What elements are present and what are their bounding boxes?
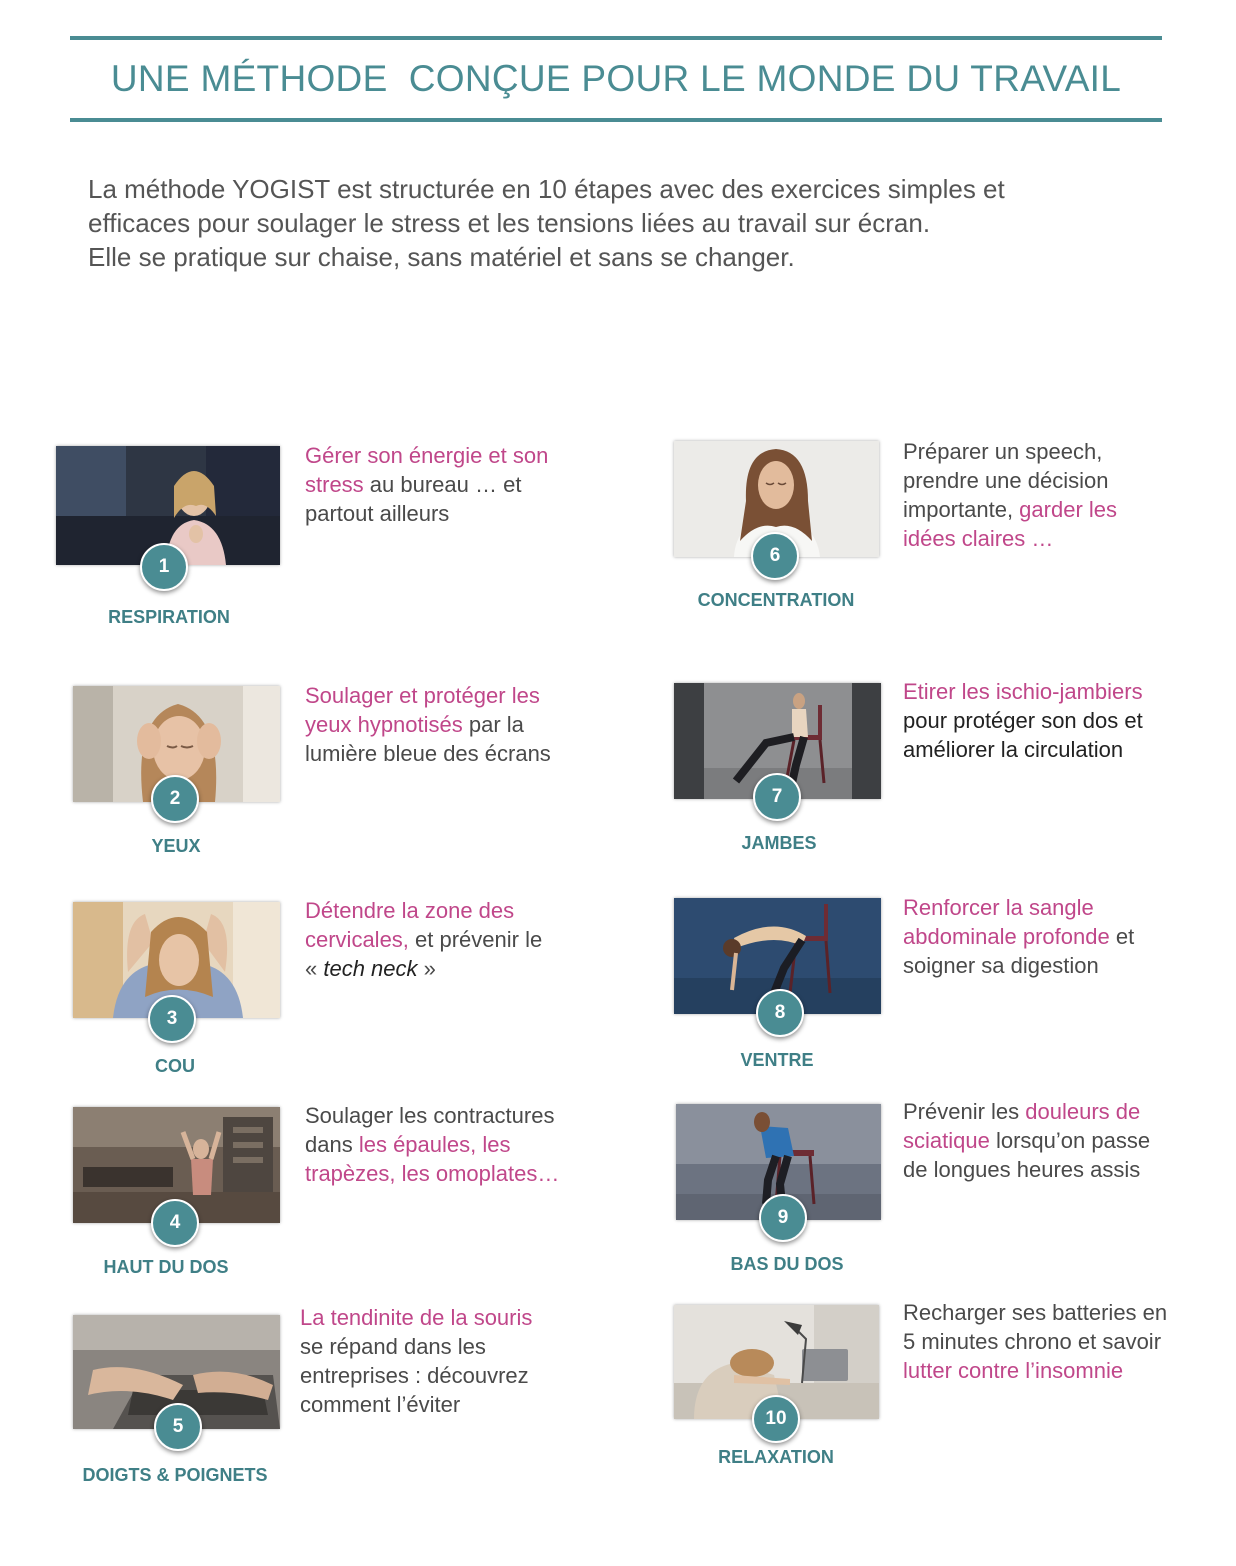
body-text: prendre une décision: [903, 468, 1109, 493]
body-text: entreprises : découvrez: [300, 1363, 529, 1388]
step-number-badge: 6: [751, 532, 799, 580]
highlight-text: les épaules, les: [358, 1132, 511, 1157]
body-text: lumière bleue des écrans: [305, 741, 551, 766]
italic-text: tech neck: [323, 956, 418, 981]
step-label: JAMBES: [741, 833, 817, 853]
highlight-text: stress: [305, 472, 364, 497]
body-text: lorsqu’on passe: [989, 1128, 1151, 1153]
highlight-text: yeux hypnotisés: [305, 712, 463, 737]
body-text: de longues heures assis: [903, 1157, 1141, 1182]
highlight-text: douleurs de: [1025, 1099, 1141, 1124]
body-text: soigner sa digestion: [903, 953, 1099, 978]
body-text: Préparer un speech,: [903, 439, 1103, 464]
body-text: «: [305, 956, 324, 981]
body-text: dans: [305, 1132, 359, 1157]
step-number-badge: 7: [753, 773, 801, 821]
highlight-text: cervicales,: [305, 927, 409, 952]
intro-paragraph: [88, 172, 1148, 274]
highlight-text: garder les: [1019, 497, 1118, 522]
step-number-badge: 9: [759, 1194, 807, 1242]
step-label: BAS DU DOS: [730, 1254, 844, 1274]
step-number-badge: 8: [756, 989, 804, 1037]
body-text: par la: [462, 712, 524, 737]
step-label: RESPIRATION: [108, 607, 230, 627]
intro-line: La méthode YOGIST est structurée en 10 étapes avec des exercices simples et: [88, 174, 1005, 204]
step-label: YEUX: [151, 836, 201, 856]
body-text: et prévenir le: [408, 927, 543, 952]
body-text: »: [417, 956, 436, 981]
highlight-text: La tendinite de la souris: [300, 1305, 533, 1330]
body-text: se répand dans les: [300, 1334, 486, 1359]
body-text: comment l’éviter: [300, 1392, 461, 1417]
body-text: au bureau … et: [363, 472, 522, 497]
body-text: Soulager les contractures: [305, 1103, 555, 1128]
step-description: [300, 1303, 532, 1419]
body-text: partout ailleurs: [305, 501, 450, 526]
highlight-text: idées claires …: [903, 526, 1054, 551]
body-text: améliorer la circulation: [903, 737, 1124, 762]
highlight-text: Gérer son énergie et son: [305, 443, 549, 468]
highlight-text: trapèzes, les omoplates…: [305, 1161, 560, 1186]
step-description: [305, 681, 551, 768]
step-number-badge: 2: [151, 775, 199, 823]
step-number-badge: 10: [752, 1395, 800, 1443]
step-number-badge: 3: [148, 995, 196, 1043]
step-description: [305, 441, 548, 528]
step-label: VENTRE: [740, 1050, 814, 1070]
header-top-rule: [70, 36, 1162, 40]
highlight-text: Soulager et protéger les: [305, 683, 540, 708]
step-label: HAUT DU DOS: [103, 1257, 229, 1277]
intro-line: Elle se pratique sur chaise, sans matériel et sans se changer.: [88, 242, 795, 272]
page-title: UNE MÉTHODE CONÇUE POUR LE MONDE DU TRAVAIL: [110, 58, 1122, 99]
highlight-text: lutter contre l’insomnie: [903, 1358, 1124, 1383]
step-number-badge: 1: [140, 543, 188, 591]
step-description: [903, 1097, 1150, 1184]
body-text: importante,: [903, 497, 1020, 522]
step-label: RELAXATION: [718, 1447, 834, 1467]
body-text: pour protéger son dos et: [903, 708, 1143, 733]
step-description: [903, 1298, 1167, 1385]
intro-line: efficaces pour soulager le stress et les tensions liées au travail sur écran.: [88, 208, 931, 238]
step-label: DOIGTS & POIGNETS: [82, 1465, 268, 1485]
step-label: CONCENTRATION: [697, 590, 855, 610]
step-label: COU: [155, 1056, 195, 1076]
highlight-text: Détendre la zone des: [305, 898, 515, 923]
highlight-text: Etirer les ischio-jambiers: [903, 679, 1143, 704]
body-text: et: [1109, 924, 1135, 949]
step-description: [903, 437, 1117, 553]
step-number-badge: 5: [154, 1403, 202, 1451]
highlight-text: abdominale profonde: [903, 924, 1110, 949]
body-text: Prévenir les: [903, 1099, 1026, 1124]
highlight-text: sciatique: [903, 1128, 990, 1153]
step-description: [305, 1101, 559, 1188]
step-description: [903, 677, 1143, 764]
step-description: [903, 893, 1134, 980]
step-number-badge: 4: [151, 1199, 199, 1247]
body-text: Recharger ses batteries en: [903, 1300, 1168, 1325]
body-text: 5 minutes chrono et savoir: [903, 1329, 1162, 1354]
highlight-text: Renforcer la sangle: [903, 895, 1094, 920]
step-description: [305, 896, 542, 983]
header-bottom-rule: [70, 118, 1162, 122]
